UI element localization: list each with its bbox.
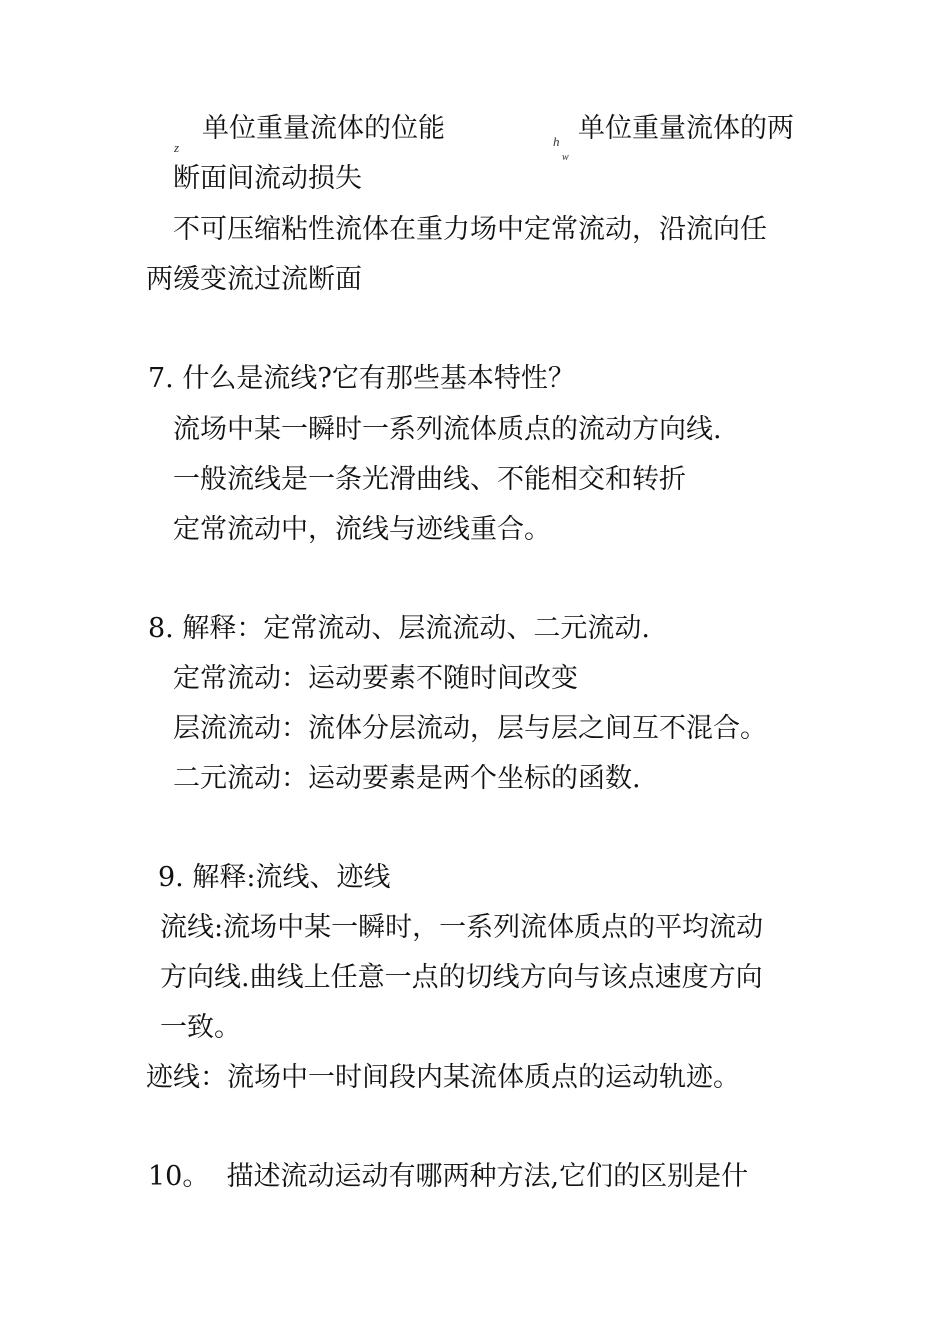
answer-7-line-2: 一般流线是一条光滑曲线、不能相交和转折 (173, 464, 686, 495)
line-potential-energy: 单位重量流体的位能 (202, 113, 445, 144)
line-head-loss: 单位重量流体的两 (578, 113, 794, 144)
answer-8-line-2: 层流流动：流体分层流动，层与层之间互不混合。 (173, 713, 767, 744)
line-section-loss: 断面间流动损失 (173, 163, 362, 194)
question-7: 7. 什么是流线?它有那些基本特性？ (148, 363, 575, 394)
answer-9-line-4: 迹线：流场中一时间段内某流体质点的运动轨迹。 (146, 1062, 740, 1093)
question-9: 9. 解释:流线、迹线 (158, 862, 391, 893)
symbol-w: w (562, 152, 569, 163)
line-incompressible: 不可压缩粘性流体在重力场中定常流动，沿流向任 (173, 214, 767, 245)
answer-8-line-3: 二元流动：运动要素是两个坐标的函数. (173, 763, 641, 794)
question-10: 10。 描述流动运动有哪两种方法,它们的区别是什 (148, 1161, 749, 1192)
answer-7-line-1: 流场中某一瞬时一系列流体质点的流动方向线. (173, 414, 722, 445)
answer-9-line-2: 方向线.曲线上任意一点的切线方向与该点速度方向 (160, 962, 763, 993)
answer-7-line-3: 定常流动中，流线与迹线重合。 (173, 514, 551, 545)
answer-9-line-3: 一致。 (160, 1012, 241, 1043)
question-8: 8. 解释：定常流动、层流流动、二元流动. (148, 613, 650, 644)
answer-9-line-1: 流线:流场中某一瞬时，一系列流体质点的平均流动 (160, 912, 764, 943)
line-gradual-flow: 两缓变流过流断面 (146, 264, 362, 295)
symbol-z: z (174, 140, 180, 155)
symbol-h: h (553, 134, 560, 149)
answer-8-line-1: 定常流动：运动要素不随时间改变 (173, 663, 578, 694)
